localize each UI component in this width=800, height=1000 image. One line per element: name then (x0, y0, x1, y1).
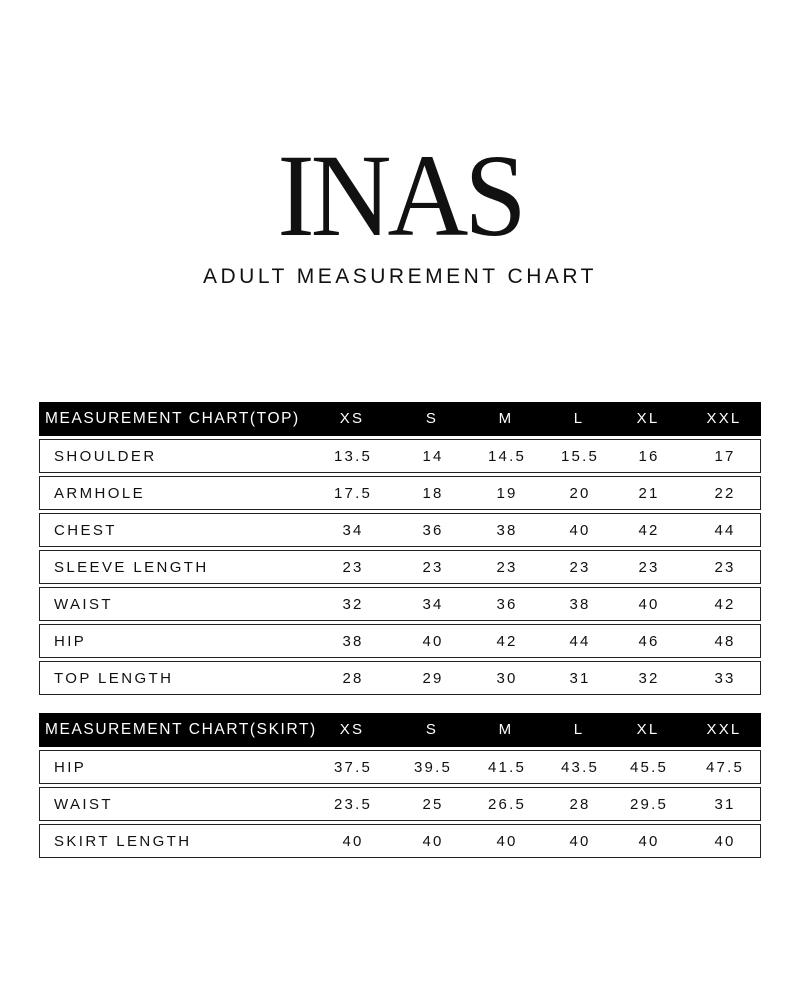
table-cell: 29 (422, 670, 444, 687)
table-title: MEASUREMENT CHART(SKIRT) (45, 721, 317, 738)
table-row (39, 624, 761, 658)
table-cell: 38 (569, 596, 591, 613)
row-label: HIP (54, 759, 87, 776)
table-cell: 14 (422, 448, 444, 465)
table-title: MEASUREMENT CHART(TOP) (45, 410, 300, 427)
table-cell: 31 (714, 796, 736, 813)
table-cell: 39.5 (414, 759, 452, 776)
table-cell: 31 (569, 670, 591, 687)
page-title: ADULT MEASUREMENT CHART (203, 265, 597, 288)
table-cell: 23.5 (334, 796, 372, 813)
table-cell: 42 (638, 522, 660, 539)
table-cell: 17.5 (334, 485, 372, 502)
table-cell: 30 (496, 670, 518, 687)
brand-logo: INAS (277, 130, 523, 262)
table-cell: 41.5 (488, 759, 526, 776)
table-cell: 28 (569, 796, 591, 813)
row-label: SKIRT LENGTH (54, 833, 192, 850)
table-cell: 21 (638, 485, 660, 502)
table-cell: 38 (496, 522, 518, 539)
table-cell: 20 (569, 485, 591, 502)
table-cell: 18 (422, 485, 444, 502)
table-cell: 23 (569, 559, 591, 576)
table-row (39, 587, 761, 621)
table-cell: 22 (714, 485, 736, 502)
table-cell: 40 (422, 833, 444, 850)
size-header: S (425, 721, 439, 738)
table-cell: 23 (714, 559, 736, 576)
table-cell: 19 (496, 485, 518, 502)
table-cell: 40 (638, 596, 660, 613)
table-cell: 23 (496, 559, 518, 576)
table-cell: 29.5 (630, 796, 668, 813)
size-header: XS (339, 721, 365, 738)
table-cell: 42 (714, 596, 736, 613)
size-header: L (573, 721, 585, 738)
table-cell: 25 (422, 796, 444, 813)
table-cell: 37.5 (334, 759, 372, 776)
table-cell: 38 (342, 633, 364, 650)
table-cell: 23 (342, 559, 364, 576)
table-cell: 14.5 (488, 448, 526, 465)
table-row (39, 750, 761, 784)
table-cell: 36 (496, 596, 518, 613)
table-row (39, 476, 761, 510)
table-cell: 32 (342, 596, 364, 613)
table-row (39, 787, 761, 821)
table-cell: 33 (714, 670, 736, 687)
size-header: M (498, 721, 514, 738)
row-label: SLEEVE LENGTH (54, 559, 209, 576)
table-cell: 40 (638, 833, 660, 850)
table-cell: 40 (342, 833, 364, 850)
table-cell: 23 (638, 559, 660, 576)
table-cell: 43.5 (561, 759, 599, 776)
row-label: HIP (54, 633, 87, 650)
table-cell: 46 (638, 633, 660, 650)
row-label: CHEST (54, 522, 117, 539)
row-label: SHOULDER (54, 448, 157, 465)
size-header: L (573, 410, 585, 427)
table-cell: 13.5 (334, 448, 372, 465)
table-cell: 16 (638, 448, 660, 465)
row-label: WAIST (54, 596, 113, 613)
top-measurement-table (39, 402, 761, 695)
table-cell: 23 (422, 559, 444, 576)
size-header: M (498, 410, 514, 427)
row-label: ARMHOLE (54, 485, 145, 502)
table-cell: 48 (714, 633, 736, 650)
table-cell: 44 (714, 522, 736, 539)
size-header: XS (339, 410, 365, 427)
size-header: XL (636, 410, 660, 427)
skirt-measurement-table (39, 713, 761, 858)
size-header: S (425, 410, 439, 427)
table-cell: 36 (422, 522, 444, 539)
row-label: TOP LENGTH (54, 670, 174, 687)
table-row (39, 550, 761, 584)
table-cell: 44 (569, 633, 591, 650)
row-label: WAIST (54, 796, 113, 813)
table-cell: 28 (342, 670, 364, 687)
table-row (39, 513, 761, 547)
table-cell: 45.5 (630, 759, 668, 776)
table-header (39, 402, 761, 436)
table-cell: 47.5 (706, 759, 744, 776)
table-cell: 15.5 (561, 448, 599, 465)
size-header: XL (636, 721, 660, 738)
table-row (39, 439, 761, 473)
table-cell: 40 (569, 522, 591, 539)
table-cell: 32 (638, 670, 660, 687)
table-cell: 40 (496, 833, 518, 850)
table-cell: 42 (496, 633, 518, 650)
table-row (39, 824, 761, 858)
table-cell: 40 (569, 833, 591, 850)
table-cell: 40 (422, 633, 444, 650)
size-header: XXL (706, 410, 742, 427)
table-cell: 26.5 (488, 796, 526, 813)
table-cell: 40 (714, 833, 736, 850)
table-cell: 34 (422, 596, 444, 613)
table-cell: 34 (342, 522, 364, 539)
size-header: XXL (706, 721, 742, 738)
table-row (39, 661, 761, 695)
table-cell: 17 (714, 448, 736, 465)
table-header (39, 713, 761, 747)
